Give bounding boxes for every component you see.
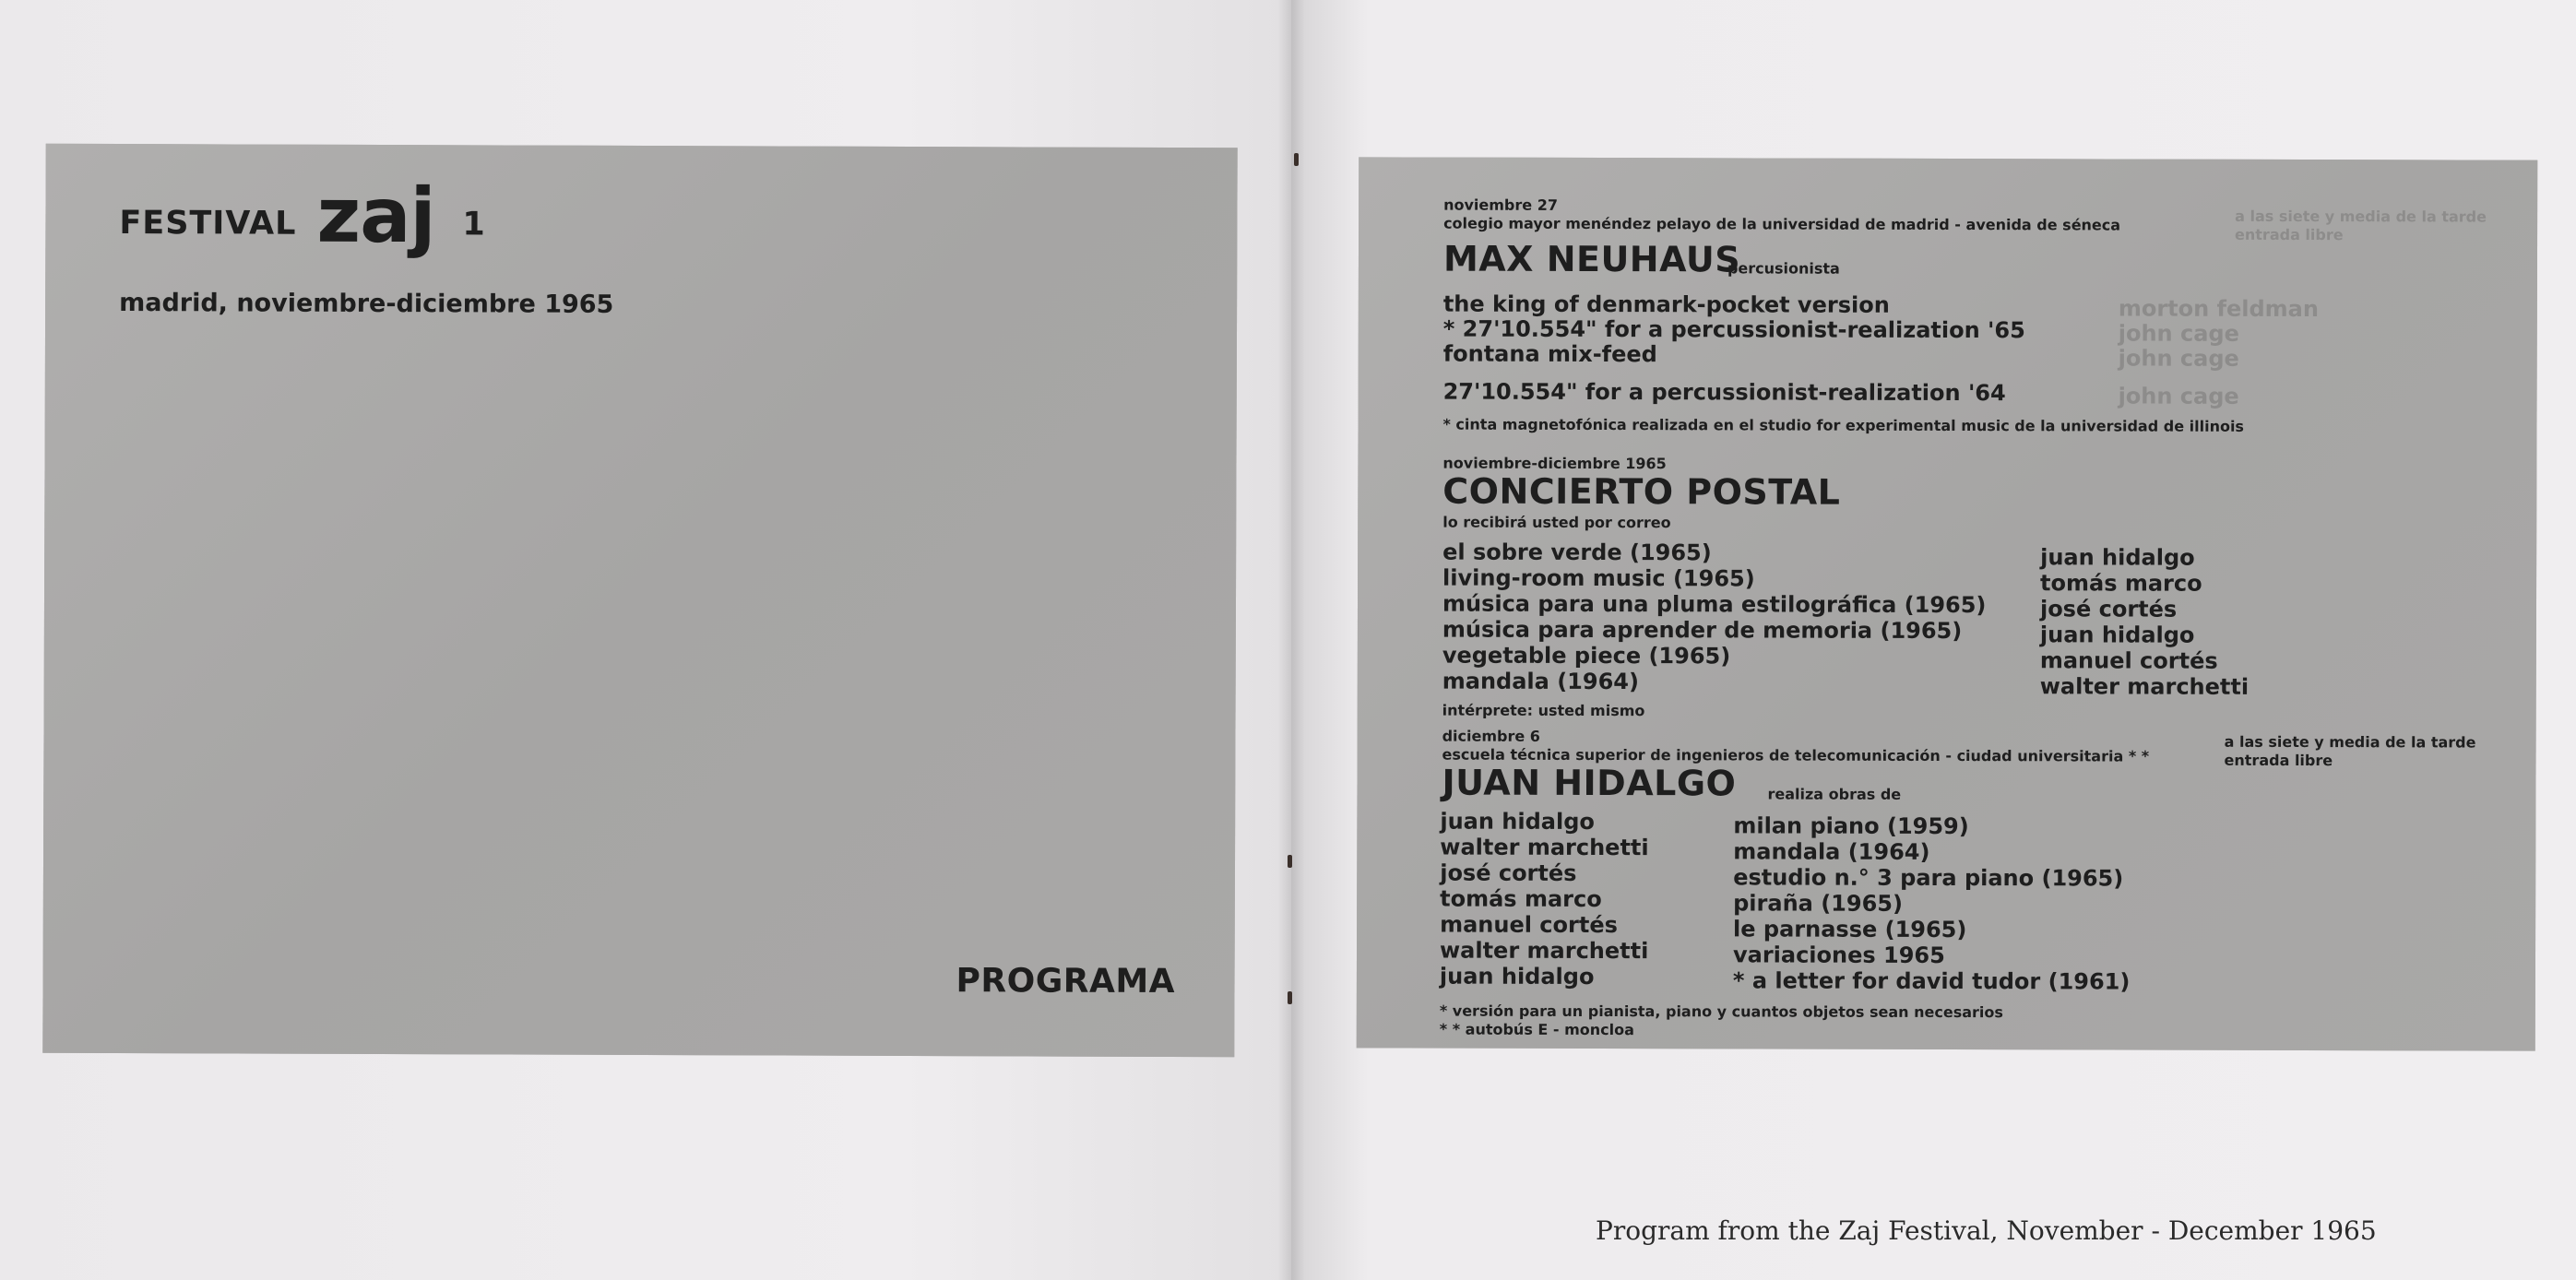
s2-title: CONCIERTO POSTAL — [1442, 470, 1841, 513]
s3-work-composer: juan hidalgo — [1440, 808, 1595, 836]
s2-work-title: living-room music (1965) — [1442, 564, 1755, 592]
staple-mid — [1288, 855, 1292, 868]
s2-interpreter: intérprete: usted mismo — [1442, 701, 1645, 720]
s3-work-composer: walter marchetti — [1440, 834, 1649, 861]
s1-work-composer: john cage — [2118, 383, 2239, 409]
s3-work-composer: juan hidalgo — [1439, 963, 1595, 990]
s2-work-composer: juan hidalgo — [2040, 544, 2195, 571]
s1-performer: MAX NEUHAUS — [1442, 238, 1741, 280]
s2-work-title: música para aprender de memoria (1965) — [1442, 616, 1963, 645]
s1-date: noviembre 27 — [1443, 196, 1559, 214]
s3-work-composer: walter marchetti — [1439, 937, 1649, 965]
s3-work-title: * a letter for david tudor (1961) — [1732, 967, 2131, 995]
staple-bottom — [1288, 991, 1292, 1004]
s1-work-composer: john cage — [2118, 320, 2239, 347]
s3-time: a las siete y media de la tarde — [2224, 732, 2476, 752]
s2-work-title: mandala (1964) — [1442, 668, 1640, 695]
s3-venue: escuela técnica superior de ingenieros de telecomunicación - ciudad universitaria * * — [1442, 745, 2150, 765]
s2-work-composer: tomás marco — [2040, 570, 2202, 597]
s3-footnote-1: * versión para un pianista, piano y cuantos objetos sean necesarios — [1439, 1001, 2003, 1022]
s1-venue-time2: entrada libre — [2235, 225, 2344, 244]
s3-work-composer: manuel cortés — [1440, 911, 1618, 939]
s3-performer: JUAN HIDALGO — [1442, 762, 1737, 804]
s3-work-title: mandala (1964) — [1733, 838, 1930, 865]
program-schedule-card — [1357, 157, 2538, 1050]
page-caption: Program from the Zaj Festival, November - December 1965 — [1596, 1215, 2377, 1246]
s1-footnote: * cinta magnetofónica realizada en el studio for experimental music de la universidad de illinois — [1442, 415, 2244, 435]
s3-work-title: piraña (1965) — [1733, 890, 1903, 917]
s2-work-composer: walter marchetti — [2039, 673, 2250, 700]
s3-date: diciembre 6 — [1442, 727, 1540, 745]
s2-work-title: vegetable piece (1965) — [1442, 642, 1731, 670]
s1-venue-time: a las siete y media de la tarde — [2235, 207, 2487, 226]
s1-work-composer: morton feldman — [2118, 295, 2320, 323]
festival-number: 1 — [462, 206, 485, 243]
city-dates: madrid, noviembre-diciembre 1965 — [119, 289, 614, 319]
s3-role: realiza obras de — [1767, 785, 1902, 803]
s3-work-title: variaciones 1965 — [1732, 942, 1945, 968]
s3-work-title: le parnasse (1965) — [1733, 916, 1967, 943]
programa-label: PROGRAMA — [956, 962, 1176, 1001]
s2-subtitle: lo recibirá usted por correo — [1442, 513, 1671, 532]
s3-footnote-2: * * autobús E - moncloa — [1439, 1020, 1634, 1039]
s1-work-title: fontana mix-feed — [1442, 340, 1657, 368]
s1-role: percusionista — [1727, 259, 1840, 278]
s2-work-composer: josé cortés — [2039, 596, 2178, 622]
s2-work-title: el sobre verde (1965) — [1442, 539, 1712, 566]
s3-work-title: milan piano (1959) — [1733, 812, 1969, 840]
s1-work-composer: john cage — [2118, 345, 2239, 372]
s2-work-composer: juan hidalgo — [2039, 622, 2195, 648]
s1-work-title: the king of denmark-pocket version — [1442, 290, 1890, 318]
s3-work-title: estudio n.° 3 para piano (1965) — [1733, 864, 2124, 892]
staple-top — [1294, 153, 1299, 166]
s2-work-title: música para una pluma estilográfica (1965) — [1442, 590, 1987, 619]
zaj-logo: zaj — [316, 172, 435, 261]
s2-date: noviembre-diciembre 1965 — [1442, 454, 1667, 473]
book-gutter — [1277, 0, 1305, 1280]
s1-work-title: * 27'10.554" for a percussionist-realization '65 — [1442, 315, 2025, 344]
s3-entry: entrada libre — [2224, 751, 2333, 770]
s3-work-composer: tomás marco — [1440, 885, 1602, 913]
s1-venue: colegio mayor menéndez pelayo de la universidad de madrid - avenida de séneca — [1443, 214, 2121, 234]
s3-work-composer: josé cortés — [1440, 859, 1577, 886]
s2-work-composer: manuel cortés — [2039, 647, 2218, 674]
program-cover-card — [42, 144, 1237, 1058]
festival-label: FESTIVAL — [119, 205, 297, 243]
s1-work-title: 27'10.554" for a percussionist-realization '64 — [1442, 378, 2006, 407]
